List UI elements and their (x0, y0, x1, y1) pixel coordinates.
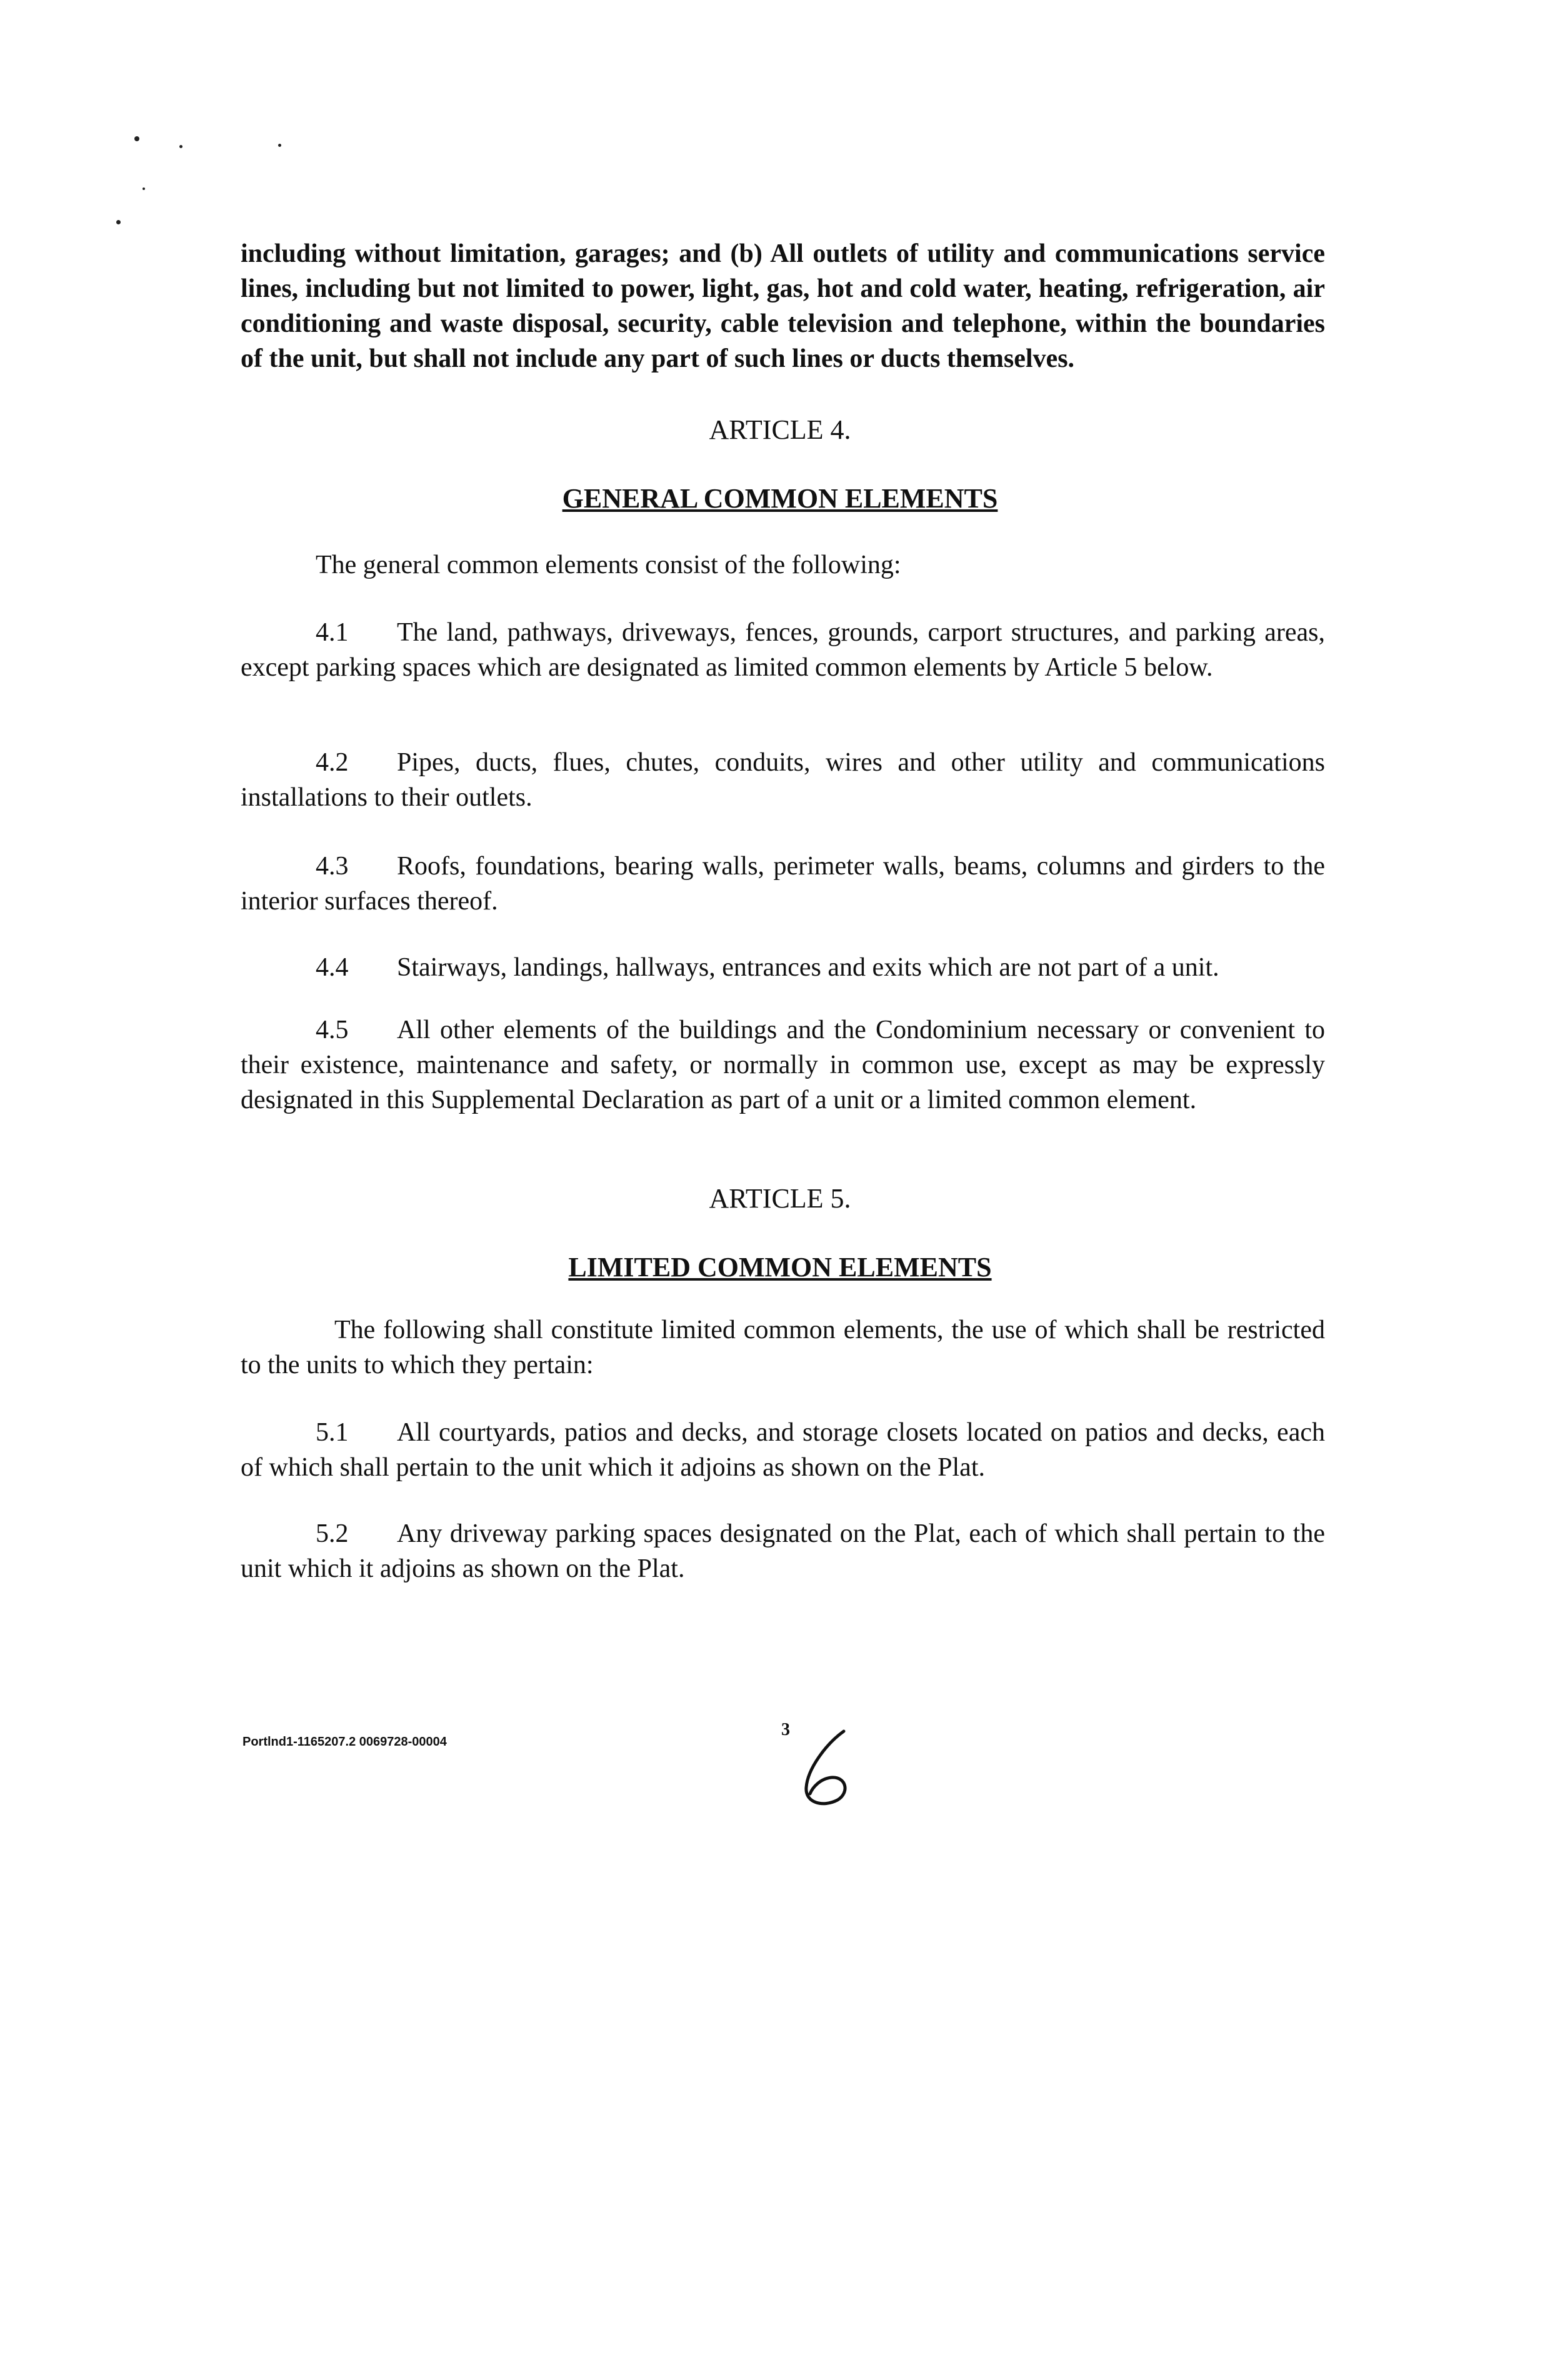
clause-number: 5.1 (316, 1418, 349, 1447)
clause-text: Stairways, landings, hallways, entrances and exits which are not part of a unit. (397, 953, 1219, 982)
footer-document-id: Portlnd1-1165207.2 0069728-00004 (242, 1735, 447, 1749)
scan-speck (179, 145, 182, 148)
article-5-intro-text: The following shall constitute limited common elements, the use of which shall be restricted to the units to which they pertain: (241, 1316, 1325, 1379)
clause-text: Any driveway parking spaces designated on the Plat, each of which shall pertain to the unit which it adjoins as shown on the Plat. (241, 1519, 1325, 1583)
clause-5-1 (241, 1415, 1325, 1485)
article-4-intro (241, 548, 1325, 582)
article-4-subheading: GENERAL COMMON ELEMENTS (562, 483, 998, 514)
handwritten-mark (789, 1725, 870, 1812)
clause-number: 4.5 (316, 1016, 349, 1044)
clause-4-4 (241, 950, 1325, 985)
article-4-intro-text: The general common elements consist of the following: (316, 551, 901, 579)
page-number: 3 (781, 1720, 790, 1739)
clause-text: Roofs, foundations, bearing walls, perimeter walls, beams, columns and girders to the interior surfaces thereof. (241, 852, 1325, 916)
clause-number: 4.1 (316, 618, 349, 647)
clause-text: Pipes, ducts, flues, chutes, conduits, wires and other utility and communications installations to their outlets. (241, 748, 1325, 812)
clause-4-5 (241, 1012, 1325, 1118)
clause-text: The land, pathways, driveways, fences, grounds, carport structures, and parking areas, except parking spaces which are designated as limited common elements by Article 5 below. (241, 618, 1325, 682)
clause-number: 4.2 (316, 748, 349, 777)
article-5-subheading: LIMITED COMMON ELEMENTS (568, 1252, 992, 1282)
clause-number: 4.4 (316, 953, 349, 982)
scan-speck (134, 136, 139, 141)
article-5-heading: ARTICLE 5. (709, 1183, 851, 1214)
article-4-heading: ARTICLE 4. (709, 414, 851, 445)
scan-speck (142, 188, 145, 190)
clause-number: 5.2 (316, 1519, 349, 1548)
clause-4-1 (241, 615, 1325, 685)
scan-speck (278, 144, 281, 147)
clause-5-2 (241, 1516, 1325, 1586)
clause-4-3 (241, 849, 1325, 919)
intro-paragraph: including without limitation, garages; and (b) All outlets of utility and communications service lines, including but not limited to power, light, gas, hot and cold water, heating, refrigeration, air conditioning and waste disposal, security, cable television and telephone, within the boundaries of the unit, but shall not include any part of such lines or ducts themselves. (241, 239, 1325, 373)
article-5-intro (241, 1312, 1325, 1382)
clause-number: 4.3 (316, 852, 349, 881)
clause-text: All courtyards, patios and decks, and storage closets located on patios and decks, each of which shall pertain to the unit which it adjoins as shown on the Plat. (241, 1418, 1325, 1482)
scan-speck (116, 220, 121, 224)
clause-4-2 (241, 745, 1325, 815)
clause-text: All other elements of the buildings and the Condominium necessary or convenient to their existence, maintenance and safety, or normally in common use, except as may be expressly designated in this Supplemental Declaration as part of a unit or a limited common element. (241, 1016, 1325, 1114)
